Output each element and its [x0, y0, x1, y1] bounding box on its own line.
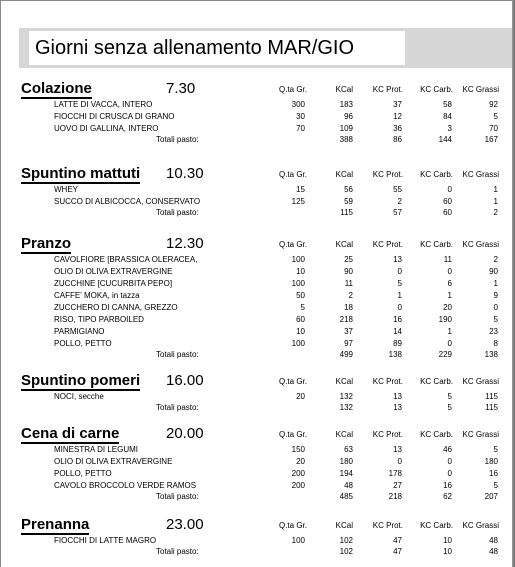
value-cell: 178	[388, 469, 402, 478]
value-cell: 5	[493, 445, 498, 454]
column-header: Q.ta Gr.	[278, 170, 307, 179]
totals-label: Totali pasto:	[156, 350, 199, 359]
food-row	[1, 266, 515, 278]
value-cell: 218	[339, 315, 353, 324]
value-cell: 48	[489, 536, 498, 545]
column-header: Q.ta Gr.	[278, 85, 307, 94]
value-cell: 15	[296, 185, 305, 194]
value-cell: 60	[296, 315, 305, 324]
food-row	[1, 99, 515, 111]
total-cell: 138	[484, 350, 498, 359]
value-cell: 48	[344, 481, 353, 490]
value-cell: 13	[393, 392, 402, 401]
column-header: KC Carb.	[420, 85, 453, 94]
food-name: OLIO DI OLIVA EXTRAVERGINE	[54, 457, 173, 466]
meal-time: 16.00	[166, 372, 204, 389]
total-cell: 499	[339, 350, 353, 359]
column-header: Q.ta Gr.	[278, 377, 307, 386]
value-cell: 13	[393, 445, 402, 454]
value-cell: 1	[397, 291, 402, 300]
column-header: KCal	[335, 430, 353, 439]
column-header: KC Carb.	[420, 377, 453, 386]
value-cell: 13	[393, 255, 402, 264]
meal-time: 20.00	[166, 425, 204, 442]
meal-time: 23.00	[166, 516, 204, 533]
total-cell: 57	[393, 208, 402, 217]
meal-name: Cena di carne	[21, 425, 120, 442]
value-cell: 60	[443, 197, 452, 206]
column-header: KC Grassi	[462, 377, 499, 386]
value-cell: 70	[489, 124, 498, 133]
column-header: KCal	[335, 85, 353, 94]
column-header: KC Grassi	[462, 430, 499, 439]
food-row	[1, 302, 515, 314]
value-cell: 10	[296, 327, 305, 336]
value-cell: 1	[493, 279, 498, 288]
value-cell: 2	[493, 255, 498, 264]
food-name: CAVOLO BROCCOLO VERDE RAMOS	[54, 481, 197, 490]
value-cell: 84	[443, 112, 452, 121]
value-cell: 125	[291, 197, 305, 206]
totals-row	[1, 546, 515, 558]
value-cell: 100	[291, 279, 305, 288]
value-cell: 63	[344, 445, 353, 454]
value-cell: 0	[447, 185, 452, 194]
value-cell: 5	[493, 315, 498, 324]
totals-label: Totali pasto:	[156, 547, 199, 556]
total-cell: 388	[339, 135, 353, 144]
total-cell: 207	[484, 492, 498, 501]
value-cell: 18	[344, 303, 353, 312]
value-cell: 14	[393, 327, 402, 336]
value-cell: 109	[339, 124, 353, 133]
value-cell: 1	[447, 327, 452, 336]
food-row	[1, 278, 515, 290]
value-cell: 200	[291, 469, 305, 478]
column-header: Q.ta Gr.	[278, 240, 307, 249]
value-cell: 12	[393, 112, 402, 121]
value-cell: 96	[344, 112, 353, 121]
column-header: KC Prot.	[372, 521, 403, 530]
meal-name: Prenanna	[21, 516, 90, 533]
food-name: NOCI, secche	[54, 392, 104, 401]
column-header: KC Carb.	[420, 430, 453, 439]
page-title: Giorni senza allenamento MAR/GIO	[29, 31, 405, 65]
total-cell: 13	[393, 403, 402, 412]
value-cell: 97	[344, 339, 353, 348]
meal-time: 7.30	[166, 80, 196, 97]
total-cell: 60	[443, 208, 452, 217]
meal-name: Colazione	[21, 80, 92, 97]
food-name: MINESTRA DI LEGUMI	[54, 445, 139, 454]
food-name: POLLO, PETTO	[54, 339, 112, 348]
total-cell: 115	[340, 208, 353, 217]
value-cell: 47	[393, 536, 402, 545]
value-cell: 89	[393, 339, 402, 348]
food-name: UOVO DI GALLINA, INTERO	[54, 124, 159, 133]
food-row	[1, 456, 515, 468]
total-cell: 5	[447, 403, 452, 412]
value-cell: 1	[447, 291, 452, 300]
food-name: FIOCCHI DI LATTE MAGRO	[54, 536, 157, 545]
value-cell: 102	[339, 536, 353, 545]
total-cell: 138	[388, 350, 402, 359]
value-cell: 20	[443, 303, 452, 312]
column-header: KCal	[335, 521, 353, 530]
total-cell: 86	[393, 135, 402, 144]
food-name: SUCCO DI ALBICOCCA, CONSERVATO	[54, 197, 201, 206]
column-header: KC Grassi	[462, 170, 499, 179]
value-cell: 100	[291, 339, 305, 348]
value-cell: 3	[447, 124, 452, 133]
value-cell: 0	[447, 267, 452, 276]
value-cell: 200	[291, 481, 305, 490]
meal-name: Spuntino mattuti	[21, 165, 141, 182]
value-cell: 6	[447, 279, 452, 288]
food-name: RISO, TIPO PARBOILED	[54, 315, 144, 324]
value-cell: 27	[393, 481, 402, 490]
value-cell: 37	[393, 100, 402, 109]
total-cell: 62	[443, 492, 452, 501]
meal-time: 10.30	[166, 165, 204, 182]
value-cell: 5	[300, 303, 305, 312]
value-cell: 9	[493, 291, 498, 300]
value-cell: 20	[296, 457, 305, 466]
column-header: KCal	[335, 170, 353, 179]
column-header: KC Carb.	[420, 240, 453, 249]
value-cell: 59	[344, 197, 353, 206]
value-cell: 0	[447, 339, 452, 348]
value-cell: 0	[493, 303, 498, 312]
food-name: ZUCCHERO DI CANNA, GREZZO	[54, 303, 178, 312]
value-cell: 23	[489, 327, 498, 336]
totals-row	[1, 349, 515, 361]
value-cell: 11	[344, 279, 353, 288]
total-cell: 218	[388, 492, 402, 501]
food-row	[1, 184, 515, 196]
value-cell: 0	[447, 469, 452, 478]
totals-label: Totali pasto:	[156, 403, 199, 412]
total-cell: 485	[339, 492, 353, 501]
value-cell: 2	[397, 197, 402, 206]
value-cell: 180	[339, 457, 353, 466]
column-header: KC Prot.	[372, 430, 403, 439]
value-cell: 2	[348, 291, 353, 300]
value-cell: 90	[489, 267, 498, 276]
column-header: KCal	[335, 240, 353, 249]
value-cell: 16	[489, 469, 498, 478]
value-cell: 55	[393, 185, 402, 194]
total-cell: 132	[339, 403, 353, 412]
food-row	[1, 254, 515, 266]
totals-label: Totali pasto:	[156, 135, 199, 144]
column-header: KC Carb.	[420, 170, 453, 179]
meal-name: Pranzo	[21, 235, 72, 252]
totals-row	[1, 207, 515, 219]
value-cell: 0	[447, 457, 452, 466]
totals-row	[1, 402, 515, 414]
food-name: FIOCCHI DI CRUSCA DI GRANO	[54, 112, 175, 121]
value-cell: 30	[296, 112, 305, 121]
value-cell: 0	[397, 303, 402, 312]
total-cell: 10	[443, 547, 452, 556]
totals-row	[1, 491, 515, 503]
value-cell: 183	[339, 100, 353, 109]
food-name: POLLO, PETTO	[54, 469, 112, 478]
value-cell: 300	[291, 100, 305, 109]
value-cell: 25	[344, 255, 353, 264]
column-header: KC Prot.	[372, 240, 403, 249]
total-cell: 102	[339, 547, 353, 556]
value-cell: 11	[443, 255, 452, 264]
value-cell: 190	[438, 315, 452, 324]
food-row	[1, 111, 515, 123]
food-row	[1, 290, 515, 302]
value-cell: 70	[296, 124, 305, 133]
value-cell: 10	[443, 536, 452, 545]
food-name: PARMIGIANO	[54, 327, 105, 336]
value-cell: 10	[296, 267, 305, 276]
value-cell: 56	[344, 185, 353, 194]
total-cell: 229	[438, 350, 452, 359]
totals-label: Totali pasto:	[156, 492, 199, 501]
value-cell: 46	[443, 445, 452, 454]
value-cell: 8	[493, 339, 498, 348]
value-cell: 36	[393, 124, 402, 133]
food-name: CAVOLFIORE [BRASSICA OLERACEA,	[54, 255, 198, 264]
value-cell: 150	[291, 445, 305, 454]
column-header: KC Grassi	[462, 85, 499, 94]
total-cell: 115	[485, 403, 498, 412]
value-cell: 20	[296, 392, 305, 401]
food-name: OLIO DI OLIVA EXTRAVERGINE	[54, 267, 173, 276]
column-header: KC Prot.	[372, 170, 403, 179]
column-header: KCal	[335, 377, 353, 386]
meal-name: Spuntino pomeri	[21, 372, 141, 389]
column-header: KC Prot.	[372, 85, 403, 94]
value-cell: 90	[344, 267, 353, 276]
column-header: Q.ta Gr.	[278, 430, 307, 439]
food-name: ZUCCHINE [CUCURBITA PEPO]	[54, 279, 173, 288]
value-cell: 100	[291, 255, 305, 264]
total-cell: 48	[489, 547, 498, 556]
value-cell: 92	[489, 100, 498, 109]
column-header: KC Carb.	[420, 521, 453, 530]
value-cell: 194	[339, 469, 353, 478]
food-name: CAFFE' MOKA, in tazza	[54, 291, 140, 300]
value-cell: 5	[447, 392, 452, 401]
value-cell: 5	[397, 279, 402, 288]
value-cell: 0	[397, 267, 402, 276]
value-cell: 180	[484, 457, 498, 466]
total-cell: 47	[393, 547, 402, 556]
value-cell: 100	[291, 536, 305, 545]
value-cell: 58	[443, 100, 452, 109]
value-cell: 1	[493, 197, 498, 206]
food-row	[1, 314, 515, 326]
totals-row	[1, 134, 515, 146]
value-cell: 16	[443, 481, 452, 490]
value-cell: 115	[485, 392, 498, 401]
total-cell: 2	[493, 208, 498, 217]
food-name: LATTE DI VACCA, INTERO	[54, 100, 153, 109]
total-cell: 167	[484, 135, 498, 144]
value-cell: 5	[493, 112, 498, 121]
value-cell: 37	[344, 327, 353, 336]
total-cell: 144	[438, 135, 452, 144]
food-row	[1, 468, 515, 480]
value-cell: 1	[493, 185, 498, 194]
meal-time: 12.30	[166, 235, 204, 252]
column-header: KC Prot.	[372, 377, 403, 386]
totals-label: Totali pasto:	[156, 208, 199, 217]
food-name: WHEY	[54, 185, 78, 194]
value-cell: 0	[397, 457, 402, 466]
food-row	[1, 444, 515, 456]
food-row	[1, 326, 515, 338]
value-cell: 132	[339, 392, 353, 401]
column-header: KC Grassi	[462, 521, 499, 530]
value-cell: 16	[393, 315, 402, 324]
column-header: KC Grassi	[462, 240, 499, 249]
value-cell: 5	[493, 481, 498, 490]
column-header: Q.ta Gr.	[278, 521, 307, 530]
value-cell: 50	[296, 291, 305, 300]
